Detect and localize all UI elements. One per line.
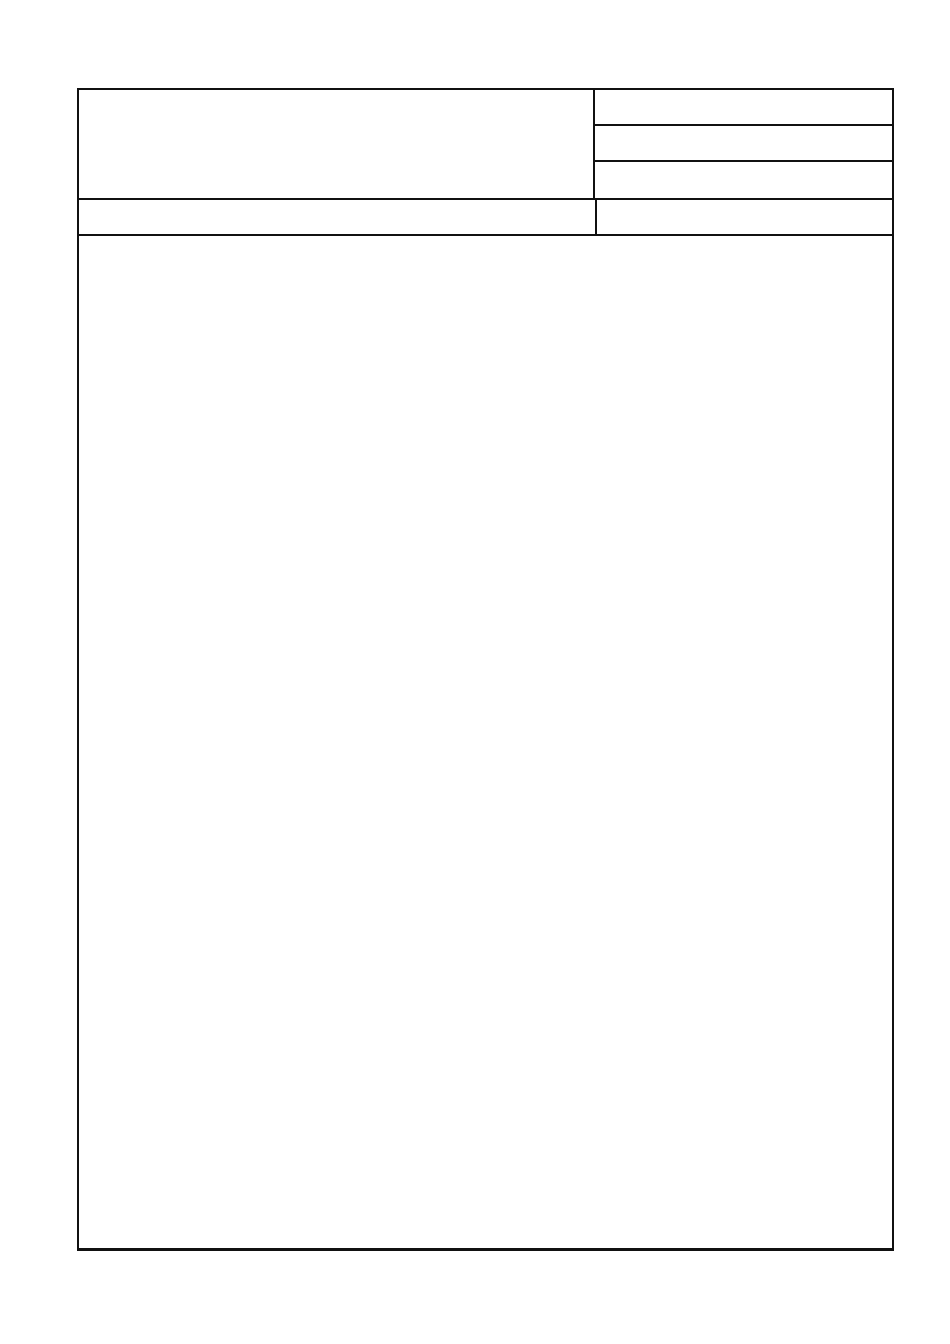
company-name [79, 90, 595, 198]
document-frame [77, 88, 894, 1251]
version-row [595, 126, 892, 162]
file-name-row [79, 198, 892, 236]
document-header [79, 90, 892, 200]
document-meta [595, 90, 892, 198]
row-divider [595, 198, 597, 234]
doc-number-row [595, 90, 892, 126]
page-row [595, 162, 892, 198]
